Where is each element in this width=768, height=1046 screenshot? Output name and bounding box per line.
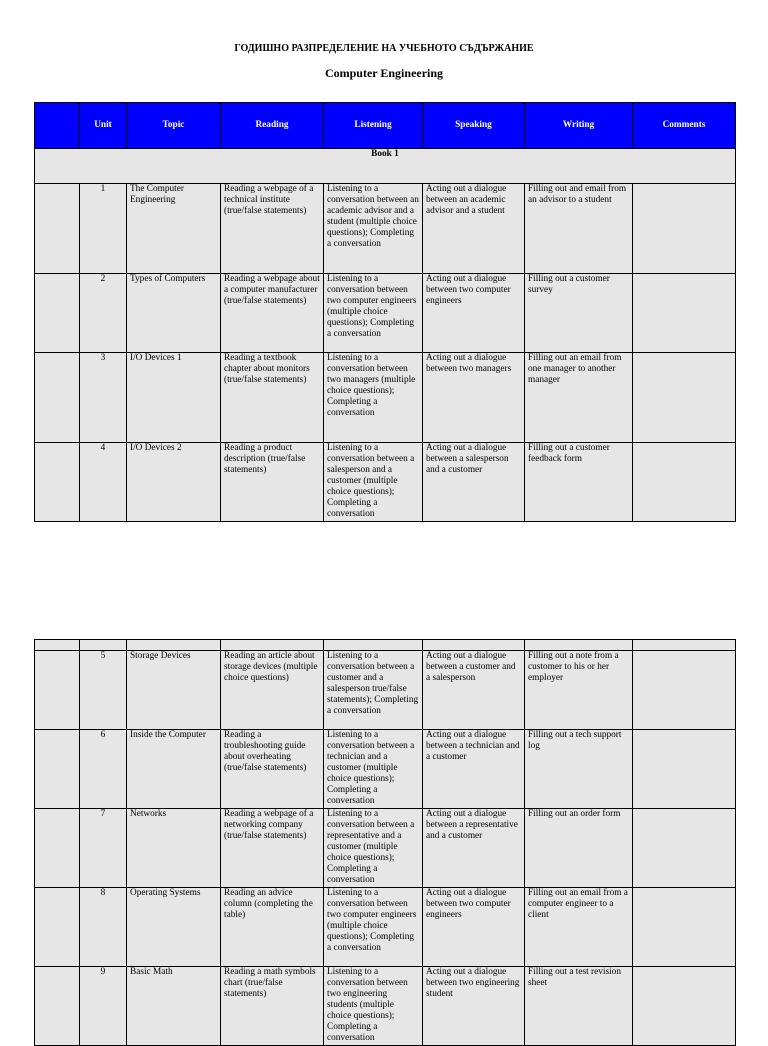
unit-cell: 9	[80, 967, 127, 1046]
reading-cell: Reading a webpage of a technical institute (true/false statements)	[221, 184, 324, 274]
header-speaking: Speaking	[423, 103, 525, 149]
comments-cell	[633, 274, 736, 353]
speaking-cell: Acting out a dialogue between two computer engineers	[423, 888, 525, 967]
listening-cell: Listening to a conversation between a salesperson and a customer (multiple choice questions); Completing a conversation	[324, 443, 423, 522]
reading-cell: Reading an article about storage devices (multiple choice questions)	[221, 651, 324, 730]
speaking-cell: Acting out a dialogue between a salesperson and a customer	[423, 443, 525, 522]
row-blank-cell	[35, 651, 80, 730]
listening-cell: Listening to a conversation between two managers (multiple choice questions); Completing a conversation	[324, 353, 423, 443]
listening-cell: Listening to a conversation between two engineering students (multiple choice questions); Completing a conversation	[324, 967, 423, 1046]
table-header-row	[35, 103, 736, 149]
topic-cell: I/O Devices 2	[127, 443, 221, 522]
table-row	[35, 443, 736, 522]
unit-cell: 4	[80, 443, 127, 522]
comments-cell	[633, 651, 736, 730]
reading-cell: Reading a product description (true/false statements)	[221, 443, 324, 522]
row-blank-cell	[35, 888, 80, 967]
comments-cell	[633, 888, 736, 967]
reading-cell: Reading an advice column (completing the table)	[221, 888, 324, 967]
header-blank	[35, 103, 80, 149]
comments-cell	[633, 353, 736, 443]
row-blank-cell	[35, 730, 80, 809]
writing-cell: Filling out a tech support log	[525, 730, 633, 809]
listening-cell: Listening to a conversation between two computer engineers (multiple choice questions); Completing a conversation	[324, 888, 423, 967]
unit-cell: 7	[80, 809, 127, 888]
table-row	[35, 730, 736, 809]
listening-cell: Listening to a conversation between a customer and a salesperson true/false statements); Completing a conversation	[324, 651, 423, 730]
speaking-cell: Acting out a dialogue between two computer engineers	[423, 274, 525, 353]
table-row	[35, 184, 736, 274]
reading-cell: Reading a webpage of a networking company (true/false statements)	[221, 809, 324, 888]
topic-cell: Operating Systems	[127, 888, 221, 967]
unit-cell: 6	[80, 730, 127, 809]
reading-cell: Reading a math symbols chart (true/false statements)	[221, 967, 324, 1046]
row-blank-cell	[35, 967, 80, 1046]
comments-cell	[633, 443, 736, 522]
row-blank-cell	[35, 809, 80, 888]
book-label: Book 1	[35, 149, 736, 184]
table-row	[35, 274, 736, 353]
header-topic: Topic	[127, 103, 221, 149]
writing-cell: Filling out a customer feedback form	[525, 443, 633, 522]
speaking-cell: Acting out a dialogue between a technician and a customer	[423, 730, 525, 809]
continuation-row	[35, 640, 736, 651]
table-row	[35, 353, 736, 443]
speaking-cell: Acting out a dialogue between a representative and a customer	[423, 809, 525, 888]
header-writing: Writing	[525, 103, 633, 149]
header-reading: Reading	[221, 103, 324, 149]
row-blank-cell	[35, 274, 80, 353]
unit-cell: 5	[80, 651, 127, 730]
listening-cell: Listening to a conversation between a representative and a customer (multiple choice questions); Completing a conversation	[324, 809, 423, 888]
unit-cell: 8	[80, 888, 127, 967]
header-unit: Unit	[80, 103, 127, 149]
unit-cell: 1	[80, 184, 127, 274]
writing-cell: Filling out an email from one manager to another manager	[525, 353, 633, 443]
writing-cell: Filling out an order form	[525, 809, 633, 888]
row-blank-cell	[35, 443, 80, 522]
curriculum-table-page-2	[34, 639, 736, 1046]
topic-cell: I/O Devices 1	[127, 353, 221, 443]
row-blank-cell	[35, 353, 80, 443]
speaking-cell: Acting out a dialogue between an academic advisor and a student	[423, 184, 525, 274]
unit-cell: 3	[80, 353, 127, 443]
reading-cell: Reading a webpage about a computer manufacturer (true/false statements)	[221, 274, 324, 353]
topic-cell: Types of Computers	[127, 274, 221, 353]
header-comments: Comments	[633, 103, 736, 149]
writing-cell: Filling out a customer survey	[525, 274, 633, 353]
table-row	[35, 888, 736, 967]
topic-cell: Basic Math	[127, 967, 221, 1046]
writing-cell: Filling out an email from a computer engineer to a client	[525, 888, 633, 967]
document-subheading: Computer Engineering	[324, 66, 444, 80]
writing-cell: Filling out a note from a customer to his or her employer	[525, 651, 633, 730]
comments-cell	[633, 967, 736, 1046]
topic-cell: Networks	[127, 809, 221, 888]
comments-cell	[633, 809, 736, 888]
writing-cell: Filling out and email from an advisor to a student	[525, 184, 633, 274]
table-row	[35, 809, 736, 888]
speaking-cell: Acting out a dialogue between two engineering student	[423, 967, 525, 1046]
book-row	[35, 149, 736, 184]
reading-cell: Reading a troubleshooting guide about overheating (true/false statements)	[221, 730, 324, 809]
comments-cell	[633, 184, 736, 274]
topic-cell: Inside the Computer	[127, 730, 221, 809]
topic-cell: The Computer Engineering	[127, 184, 221, 274]
table-row	[35, 967, 736, 1046]
speaking-cell: Acting out a dialogue between two managers	[423, 353, 525, 443]
topic-cell: Storage Devices	[127, 651, 221, 730]
comments-cell	[633, 730, 736, 809]
speaking-cell: Acting out a dialogue between a customer and a salesperson	[423, 651, 525, 730]
unit-cell: 2	[80, 274, 127, 353]
reading-cell: Reading a textbook chapter about monitors (true/false statements)	[221, 353, 324, 443]
table-row	[35, 651, 736, 730]
header-listening: Listening	[324, 103, 423, 149]
curriculum-table-page-1	[34, 102, 736, 522]
row-blank-cell	[35, 184, 80, 274]
listening-cell: Listening to a conversation between a technician and a customer (multiple choice questions); Completing a conversation	[324, 730, 423, 809]
document-heading: ГОДИШНО РАЗПРЕДЕЛЕНИЕ НА УЧЕБНОТО СЪДЪРЖАНИЕ	[234, 43, 534, 54]
listening-cell: Listening to a conversation between an academic advisor and a student (multiple choice questions); Completing a conversation	[324, 184, 423, 274]
listening-cell: Listening to a conversation between two computer engineers (multiple choice questions); Completing a conversation	[324, 274, 423, 353]
writing-cell: Filling out a test revision sheet	[525, 967, 633, 1046]
